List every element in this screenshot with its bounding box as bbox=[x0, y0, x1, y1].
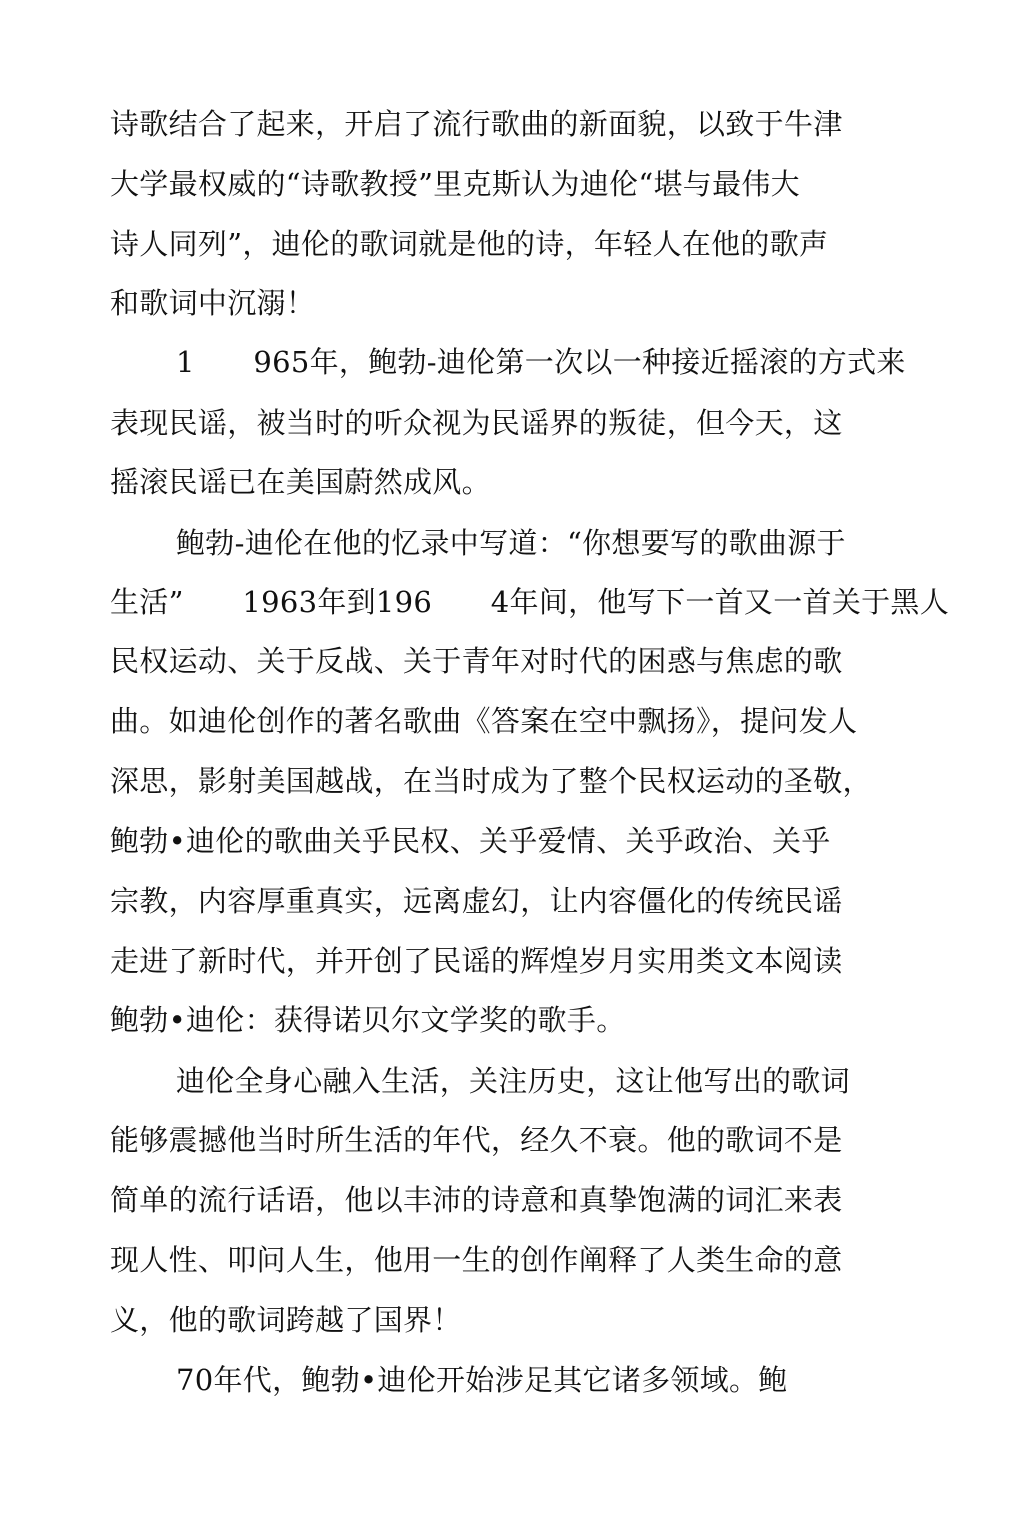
text-line: 民权运动、关于反战、关于青年对时代的困惑与焦虑的歌 bbox=[110, 644, 843, 678]
text-line: 能够震撼他当时所生活的年代，经久不衰。他的歌词不是 bbox=[110, 1123, 843, 1157]
text-line: 鲍勃-迪伦在他的忆录中写道：“你想要写的歌曲源于 bbox=[176, 526, 846, 560]
text-line: 鲍勃•迪伦：获得诺贝尔文学奖的歌手。 bbox=[110, 1003, 626, 1037]
text-line: 表现民谣，被当时的听众视为民谣界的叛徒，但今天，这 bbox=[110, 406, 843, 440]
text-line: 摇滚民谣已在美国蔚然成风。 bbox=[110, 465, 491, 499]
text-line: 义，他的歌词跨越了国界！ bbox=[110, 1303, 462, 1337]
text-line: 70年代，鲍勃•迪伦开始涉足其它诸多领域。鲍 bbox=[176, 1363, 788, 1397]
text-line: 现人性、叩问人生，他用一生的创作阐释了人类生命的意 bbox=[110, 1243, 843, 1277]
text-line: 诗歌结合了起来，开启了流行歌曲的新面貌，以致于牛津 bbox=[110, 107, 843, 141]
text-line: 大学最权威的“诗歌教授”里克斯认为迪伦“堪与最伟大 bbox=[110, 167, 800, 201]
text-line: 生活” 1963年到196 4年间，他写下一首又一首关于黑人 bbox=[110, 585, 950, 619]
text-line: 和歌词中沉溺！ bbox=[110, 286, 316, 320]
text-line: 宗教，内容厚重真实，远离虚幻，让内容僵化的传统民谣 bbox=[110, 884, 843, 918]
text-line: 深思，影射美国越战，在当时成为了整个民权运动的圣敬， bbox=[110, 764, 872, 798]
text-line: 简单的流行话语，他以丰沛的诗意和真挚饱满的词汇来表 bbox=[110, 1183, 843, 1217]
text-line: 1 965年，鲍勃-迪伦第一次以一种接近摇滚的方式来 bbox=[176, 345, 906, 379]
text-line: 诗人同列”，迪伦的歌词就是他的诗，年轻人在他的歌声 bbox=[110, 227, 829, 261]
text-line: 迪伦全身心融入生活，关注历史，这让他写出的歌词 bbox=[176, 1064, 850, 1098]
text-line: 走进了新时代，并开创了民谣的辉煌岁月实用类文本阅读 bbox=[110, 944, 843, 978]
text-line: 鲍勃•迪伦的歌曲关乎民权、关乎爱情、关乎政治、关乎 bbox=[110, 824, 831, 858]
text-line: 曲。如迪伦创作的著名歌曲《答案在空中飘扬》，提问发人 bbox=[110, 704, 858, 738]
